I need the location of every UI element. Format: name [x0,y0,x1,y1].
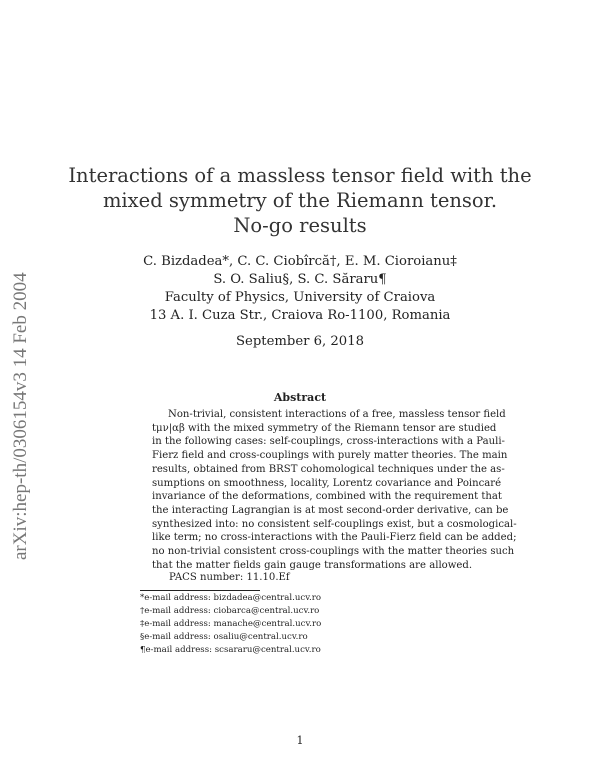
title-line: Interactions of a massless tensor field with the [68,164,532,187]
footnote: §e-mail address: osaliu@central.ucv.ro [140,632,308,642]
abstract-heading: Abstract [273,391,327,404]
footnote: *e-mail address: bizdadea@central.ucv.ro [140,593,322,603]
abstract-line: in the following cases: self-couplings, cross-interactions with a Pauli- [152,436,505,448]
footnote: ¶e-mail address: scsararu@central.ucv.ro [140,645,321,655]
footnotes [140,592,321,657]
author-block [0,253,600,325]
authors-line: S. O. Saliu§, S. C. Săraru¶ [213,272,387,287]
footnote-rule [140,590,260,591]
abstract-line: Non-trivial, consistent interactions of a free, massless tensor field [168,409,506,420]
abstract-line: like term; no cross-interactions with the Pauli-Fierz field can be added; [152,532,517,544]
abstract-line: the interacting Lagrangian is at most second-order derivative, can be [152,504,509,516]
abstract-line: sumptions on smoothness, locality, Lorentz covariance and Poincaré [152,477,502,489]
abstract-body [152,408,517,572]
arxiv-stamp: arXiv:hep-th/0306154v3 14 Feb 2004 [10,272,31,560]
abstract-line: synthesized into: no consistent self-couplings exist, but a cosmological- [152,518,517,530]
title-line: No-go results [233,214,367,237]
abstract-line: invariance of the deformations, combined with the requirement that [152,491,502,503]
footnote: †e-mail address: ciobarca@central.ucv.ro [140,606,320,616]
abstract-line: Fierz field and cross-couplings with purely matter theories. The main [152,450,508,462]
title-line: mixed symmetry of the Riemann tensor. [102,189,498,212]
page-number: 1 [296,734,304,747]
date: September 6, 2018 [236,334,364,349]
abstract-line: results, obtained from BRST cohomological techniques under the as- [152,463,505,475]
affiliation-line: Faculty of Physics, University of Craiova [164,290,436,305]
abstract-line: that the matter fields gain gauge transformations are allowed. [152,559,473,571]
authors-line: C. Bizdadea*, C. C. Ciobîrcă†, E. M. Cioroianu‡ [143,254,457,269]
paper-title [0,163,600,238]
footnote: ‡e-mail address: manache@central.ucv.ro [140,619,322,629]
pacs-number: PACS number: 11.10.Ef [169,572,290,583]
affiliation-line: 13 A. I. Cuza Str., Craiova Ro-1100, Romania [149,308,451,323]
abstract-line: no non-trivial consistent cross-couplings with the matter theories such [152,546,515,558]
abstract-line: tμν|αβ with the mixed symmetry of the Riemann tensor are studied [152,422,497,434]
